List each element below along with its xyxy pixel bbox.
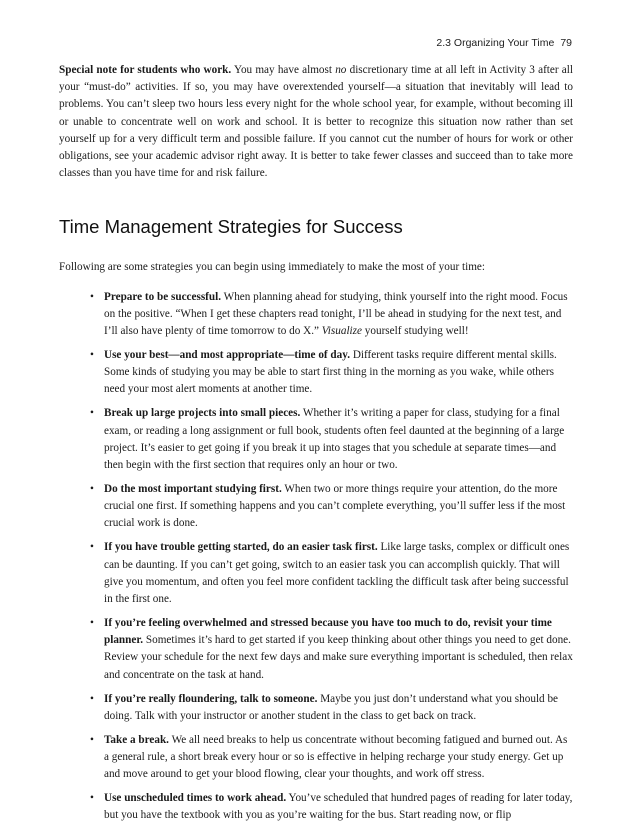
bullet: • (90, 541, 94, 554)
strategy-text: Sometimes it’s hard to get started if you keep thinking about other things you need to get done. Review your schedule for the next few days and make sure everything important is scheduled, then relax and concentrate on the task at hand. (104, 634, 573, 681)
strategy-lead: If you’re really floundering, talk to someone. (104, 692, 318, 705)
strategy-text: Different tasks require different mental skills. Some kinds of studying you may be able to start first thing in the morning as you wake, while others need your most alert moments at another time. (104, 349, 557, 396)
list-item (59, 481, 573, 533)
list-item (59, 405, 573, 474)
strategy-lead: Do the most important studying first. (104, 483, 282, 496)
list-item (59, 732, 573, 784)
list-item (59, 691, 573, 725)
list-item (59, 790, 573, 824)
strategy-lead: Break up large projects into small pieces. (104, 407, 301, 420)
strategy-text: We all need breaks to help us concentrate without becoming fatigued and burned out. As a general rule, a short break every hour or so is effective in helping recharge your study energy. Get up and move around to get your blood flowing, clear your thoughts, and work off stress. (104, 733, 568, 781)
running-header (436, 37, 572, 49)
strategy-text: Maybe you just don’t understand what you should be doing. Talk with your instructor or another student in the class to get back on track. (104, 692, 558, 722)
page-number: 79 (560, 37, 572, 49)
strategy-text: When planning ahead for studying, think yourself into the right mood. Focus on the positive. “When I get these chapters read tonight, I’ll be ahead in studying for the next test, and I’ll also have plenty of time tomorrow to do X.” (104, 290, 568, 338)
strategy-lead: Prepare to be successful. (104, 290, 222, 303)
strategy-lead: Use your best—and most appropriate—time of day. (104, 349, 351, 362)
intro-paragraph: Following are some strategies you can begin using immediately to make the most of your time: (59, 261, 485, 274)
strategy-list (59, 289, 573, 825)
bullet: • (90, 792, 94, 805)
list-item (59, 615, 573, 684)
bullet: • (90, 407, 94, 420)
strategy-lead: If you have trouble getting started, do an easier task first. (104, 541, 378, 554)
bullet: • (90, 733, 94, 746)
special-note-emphasis: no (335, 64, 347, 76)
strategy-tail: yourself studying well! (362, 325, 469, 338)
bullet: • (90, 692, 94, 705)
bullet: • (90, 349, 94, 362)
special-note-text-2: discretionary time at all left in Activity 3 after all your “must-do” activities. If so, you may have overextended yourself—a situation that inevitably will lead to problems. You can’t sleep two hours less every night for the whole school year, for example, without becoming ill or unable to concentrate well on work and school. It is better to recognize this situation now rather than set yourself up for a very difficult term and possible failure. If you cannot cut the number of hours for work or other obligations, see your academic advisor right away. It is better to take fewer classes and succeed than to take more classes than you have time for and risk failure. (59, 64, 573, 180)
list-item (59, 347, 573, 399)
strategy-lead: Take a break. (104, 733, 169, 746)
section-label: 2.3 Organizing Your Time (436, 37, 555, 49)
section-heading: Time Management Strategies for Success (59, 216, 403, 238)
bullet: • (90, 617, 94, 630)
bullet: • (90, 290, 94, 303)
special-note-lead: Special note for students who work. (59, 64, 232, 76)
strategy-lead: If you’re feeling overwhelmed and stressed because you have too much to do, revisit your time planner. (104, 617, 552, 647)
page-body (59, 62, 573, 831)
strategy-text: You’ve scheduled that hundred pages of reading for later today, but you have the textbook with you as you’re waiting for the bus. Start reading now, or flip (104, 792, 573, 822)
special-note-paragraph (59, 62, 573, 182)
bullet: • (90, 483, 94, 496)
list-item (59, 289, 573, 341)
special-note-text-1: You may have almost (231, 64, 336, 76)
strategy-text: Whether it’s writing a paper for class, studying for a final exam, or reading a long assignment or full book, students often feel daunted at the beginning of a large project. It’s easier to get going if you break it up into stages that you schedule at separate times—and then begin with the first section that requires only an hour or two. (104, 407, 565, 472)
list-item (59, 539, 573, 608)
strategy-lead: Use unscheduled times to work ahead. (104, 792, 287, 805)
strategy-text: When two or more things require your attention, do the more crucial one first. If something happens and you can’t complete everything, you’ll suffer less if the most crucial work is done. (104, 483, 566, 530)
strategy-text: Like large tasks, complex or difficult ones can be daunting. If you can’t get going, switch to an easier task you can accomplish quickly. That will give you momentum, and often you feel more confident tackling the difficult task after being successful in the first one. (104, 541, 570, 606)
strategy-emphasis: Visualize (321, 325, 362, 338)
